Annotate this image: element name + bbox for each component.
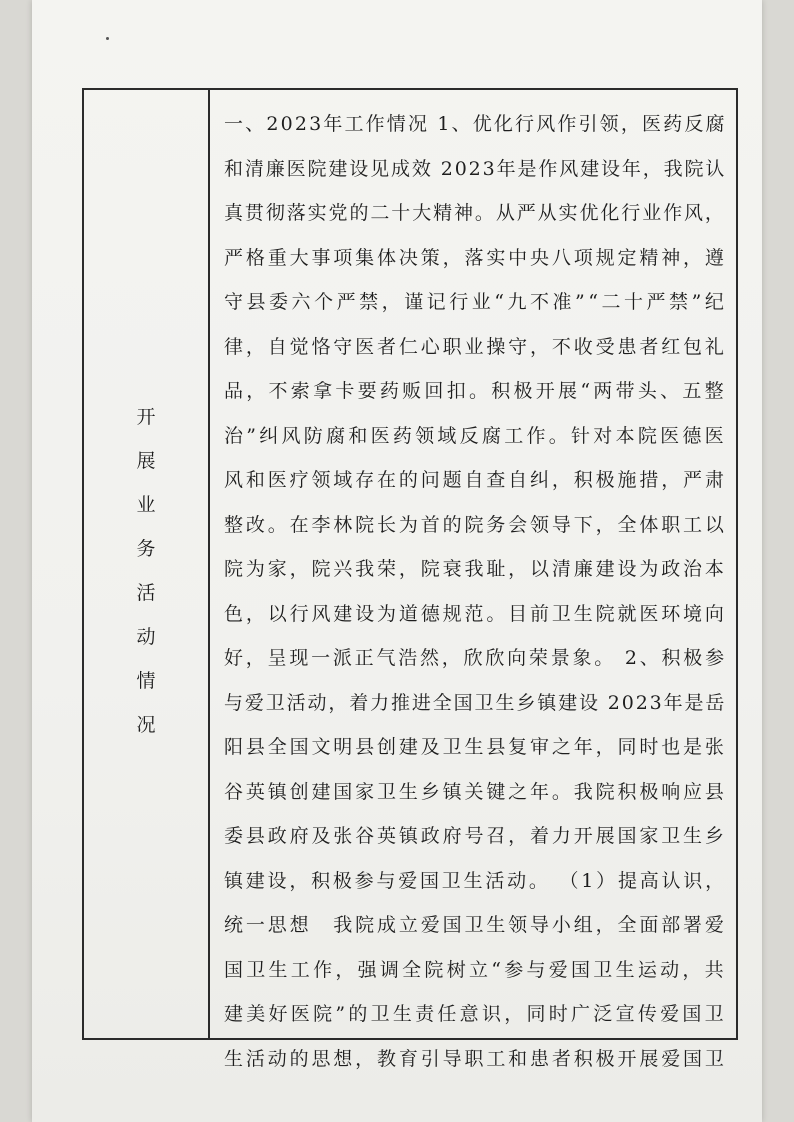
body-line: 治”纠风防腐和医药领域反腐工作。针对本院医德医 (224, 424, 727, 447)
body-line: 色，以行风建设为道德规范。目前卫生院就医环境向 (224, 602, 727, 625)
column-divider (208, 88, 210, 1040)
body-line: 好，呈现一派正气浩然，欣欣向荣景象。 2、积极参 (224, 647, 727, 669)
paper-speck (106, 37, 109, 40)
body-line: 严格重大事项集体决策，落实中央八项规定精神，遵 (224, 246, 727, 269)
activity-report-body (224, 102, 728, 1081)
body-line: 和清廉医院建设见成效 2023年是作风建设年，我院认 (224, 157, 727, 180)
body-line: 真贯彻落实党的二十大精神。从严从实优化行业作风， (224, 202, 726, 224)
body-line: 委县政府及张谷英镇政府号召，着力开展国家卫生乡 (224, 825, 727, 847)
body-line: 国卫生工作，强调全院树立“参与爱国卫生运动，共 (224, 958, 727, 981)
section-label-char: 务 (136, 538, 156, 560)
body-line: 统一思想 我院成立爱国卫生领导小组，全面部署爱 (224, 914, 727, 936)
body-line: 院为家，院兴我荣，院衰我耻，以清廉建设为政治本 (224, 558, 727, 580)
body-line: 镇建设，积极参与爱国卫生活动。 （1）提高认识， (224, 869, 727, 892)
body-line: 与爱卫活动，着力推进全国卫生乡镇建设 2023年是岳 (224, 691, 727, 714)
body-line: 守县委六个严禁，谨记行业“九不准”“二十严禁”纪 (224, 291, 728, 313)
body-line: 风和医疗领域存在的问题自查自纠，积极施措，严肃 (224, 469, 727, 491)
section-label-char: 情 (136, 670, 156, 692)
section-label-char: 展 (136, 450, 156, 472)
section-label (84, 395, 208, 747)
body-line: 律，自觉恪守医者仁心职业操守，不收受患者红包礼 (224, 335, 727, 358)
section-label-char: 业 (136, 494, 156, 516)
section-label-char: 活 (136, 582, 156, 604)
body-line: 生活动的思想，教育引导职工和患者积极开展爱国卫 (224, 1047, 727, 1070)
section-label-char: 动 (136, 626, 156, 648)
section-label-char: 开 (136, 406, 156, 428)
body-line: 建美好医院”的卫生责任意识，同时广泛宣传爱国卫 (224, 1003, 727, 1025)
body-line: 谷英镇创建国家卫生乡镇关键之年。我院积极响应县 (224, 780, 727, 803)
body-line: 品，不索拿卡要药贩回扣。积极开展“两带头、五整 (224, 380, 727, 402)
body-line: 一、2023年工作情况 1、优化行风作引领，医药反腐 (224, 113, 727, 135)
section-label-char: 况 (136, 714, 156, 736)
body-line: 整改。在李林院长为首的院务会领导下，全体职工以 (224, 513, 727, 536)
body-line: 阳县全国文明县创建及卫生县复审之年，同时也是张 (224, 736, 727, 758)
